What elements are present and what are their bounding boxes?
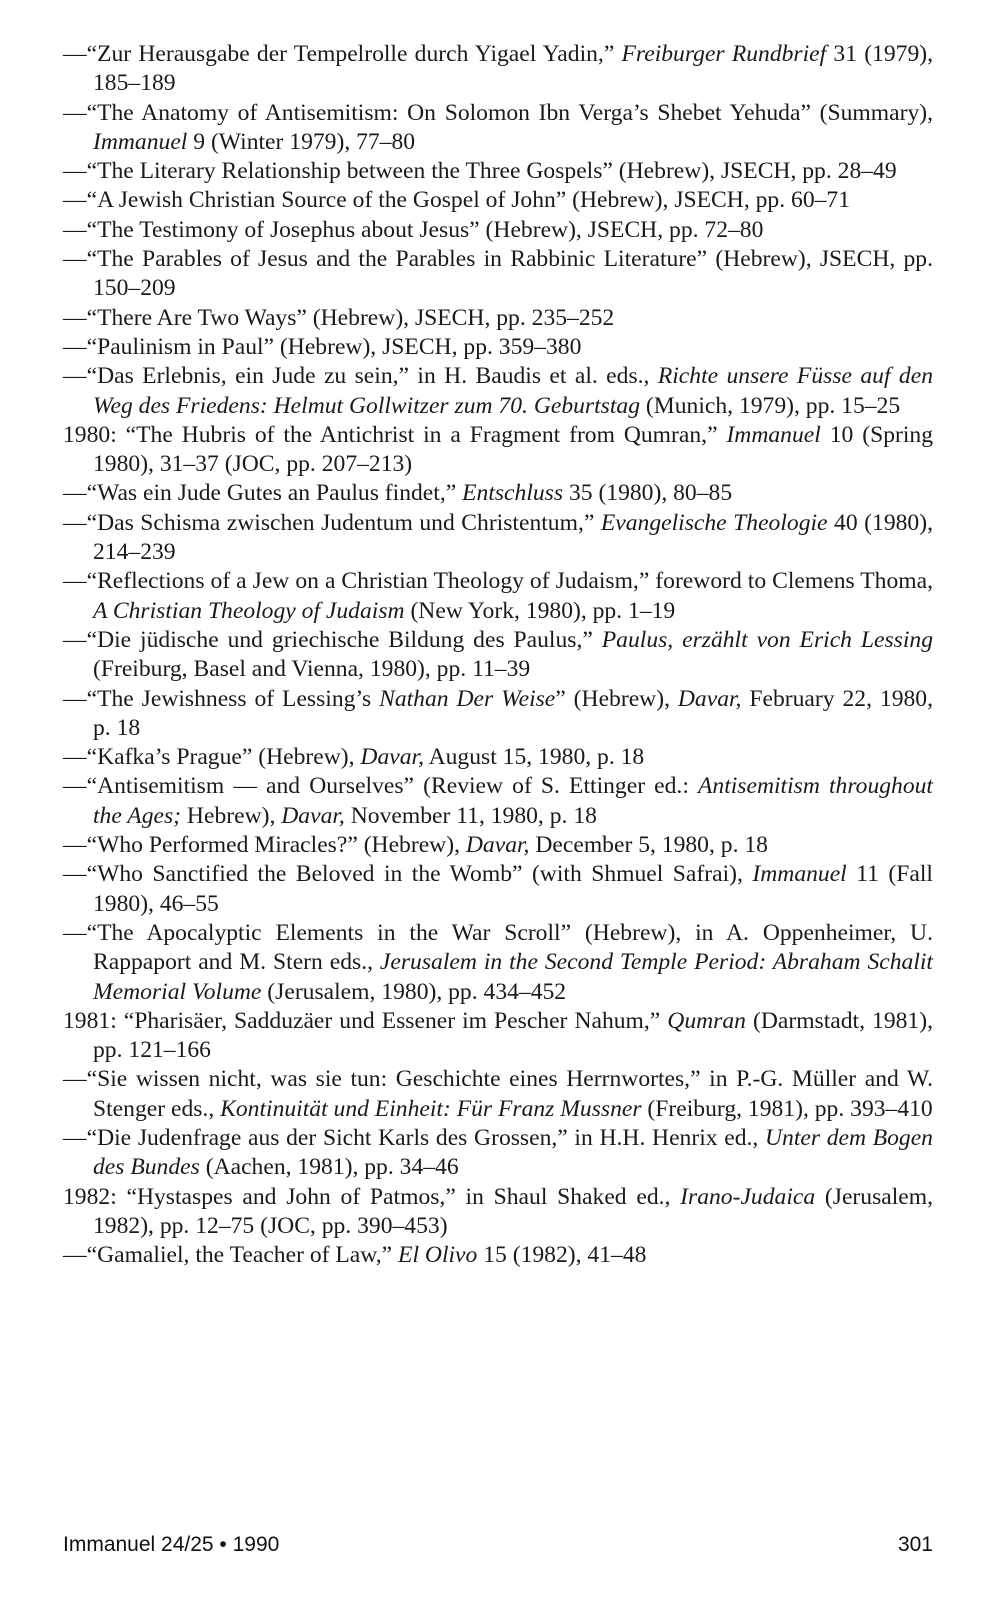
bibliography-entry (63, 685, 933, 744)
entry-text: —“Was ein Jude Gutes an Paulus findet,” (63, 480, 463, 507)
entry-title-italic: Davar, (281, 802, 345, 829)
entry-title-italic: Paulus, erzählt von Erich Lessing (601, 626, 933, 653)
entry-title-italic: Qumran (667, 1007, 746, 1034)
entry-title-italic: Evangelische Theologie (600, 509, 828, 536)
entry-text: February 22, 1980, p. 18 (93, 685, 933, 741)
bibliography-entry (63, 860, 933, 919)
entry-text: December 5, 1980, p. 18 (529, 832, 768, 859)
entry-text: —“Antisemitism — and Ourselves” (Review of S. Ettinger ed.: (63, 773, 698, 800)
bibliography-entry (63, 304, 933, 333)
entry-text: —“There Are Two Ways” (Hebrew), JSECH, pp. 235–252 (63, 304, 615, 331)
entry-title-italic: Immanuel (93, 128, 188, 155)
bibliography-entry (63, 1124, 933, 1183)
entry-text: ” (Hebrew), (555, 685, 678, 712)
entry-text: Hebrew), (181, 802, 282, 829)
entry-title-italic: Davar, (360, 744, 424, 771)
entry-text: —“The Jewishness of Lessing’s (63, 685, 380, 712)
entry-title-italic: Nathan Der Weise (379, 685, 556, 712)
bibliography-entry (63, 626, 933, 685)
entry-text: 31 (1979), 185–189 (93, 41, 933, 97)
entry-text: —“Das Schisma zwischen Judentum und Christentum,” (63, 509, 601, 536)
entry-text: —“Die jüdische und griechische Bildung des Paulus,” (63, 626, 602, 653)
entry-text: —“Zur Herausgabe der Tempelrolle durch Yigael Yadin,” (63, 41, 622, 67)
bibliography-entry (63, 333, 933, 362)
entry-text: —“Who Sanctified the Beloved in the Womb” (with Shmuel Safrai), (63, 861, 753, 888)
entry-text: 1982: “Hystaspes and John of Patmos,” in Shaul Shaked ed., (63, 1183, 681, 1210)
bibliography-entry (63, 1183, 933, 1242)
entry-text: 11 (Fall 1980), 46–55 (93, 861, 933, 917)
entry-text: (New York, 1980), pp. 1–19 (404, 597, 676, 624)
bibliography-list (63, 40, 933, 1270)
entry-text: —“Das Erlebnis, ein Jude zu sein,” in H. Baudis et al. eds., (63, 363, 658, 390)
entry-title-italic: Kontinuität und Einheit: Für Franz Mussner (220, 1095, 642, 1122)
entry-title-italic: Jerusalem in the Second Temple Period: Abraham Schalit Memorial Volume (93, 949, 933, 1005)
entry-text: (Aachen, 1981), pp. 34–46 (199, 1154, 459, 1181)
bibliography-entry (63, 362, 933, 421)
entry-text: —“Gamaliel, the Teacher of Law,” (63, 1242, 399, 1269)
entry-text: —“Who Performed Miracles?” (Hebrew), (63, 832, 466, 859)
bibliography-entry (63, 157, 933, 186)
entry-text: 15 (1982), 41–48 (477, 1242, 647, 1269)
entry-text: (Darmstadt, 1981), pp. 121–166 (93, 1007, 933, 1064)
entry-text: —“A Jewish Christian Source of the Gospel of John” (Hebrew), JSECH, pp. 60–71 (63, 187, 851, 214)
entry-text: —“Paulinism in Paul” (Hebrew), JSECH, pp. 359–380 (63, 333, 582, 360)
bibliography-entry (63, 216, 933, 245)
entry-title-italic: A Christian Theology of Judaism (93, 597, 405, 624)
bibliography-entry (63, 99, 933, 158)
entry-title-italic: Richte unsere Füsse auf den Weg des Friedens: Helmut Gollwitzer zum 70. Geburtstag (93, 363, 933, 419)
entry-text: (Jerusalem, 1982), pp. 12–75 (JOC, pp. 390–453) (93, 1183, 934, 1239)
entry-title-italic: Immanuel (752, 861, 847, 888)
entry-text: November 11, 1980, p. 18 (344, 802, 597, 829)
entry-text: —“The Parables of Jesus and the Parables in Rabbinic Literature” (Hebrew), JSECH, pp. 150–209 (63, 246, 933, 302)
entry-text: (Jerusalem, 1980), pp. 434–452 (261, 978, 567, 1005)
entry-text: —“The Literary Relationship between the Three Gospels” (Hebrew), JSECH, pp. 28–49 (63, 158, 897, 185)
entry-text: 1980: “The Hubris of the Antichrist in a Fragment from Qumran,” (63, 421, 727, 448)
entry-text: 35 (1980), 80–85 (563, 480, 733, 507)
entry-text: 9 (Winter 1979), 77–80 (187, 128, 416, 155)
bibliography-entry (63, 831, 933, 860)
bibliography-entry (63, 1241, 933, 1270)
journal-citation: Immanuel 24/25 • 1990 (63, 1533, 280, 1556)
bibliography-entry (63, 1065, 933, 1124)
entry-title-italic: Freiburger Rundbrief (621, 41, 827, 67)
bibliography-entry (63, 245, 933, 304)
entry-text: August 15, 1980, p. 18 (424, 744, 645, 771)
entry-title-italic: Entschluss (462, 480, 564, 507)
entry-title-italic: Davar, (677, 685, 742, 712)
entry-text: —“Kafka’s Prague” (Hebrew), (63, 744, 361, 771)
bibliography-entry (63, 509, 933, 568)
bibliography-entry (63, 186, 933, 215)
entry-text: —“The Testimony of Josephus about Jesus” (Hebrew), JSECH, pp. 72–80 (63, 216, 764, 243)
bibliography-entry (63, 772, 933, 831)
bibliography-entry (63, 421, 933, 480)
entry-title-italic: Immanuel (726, 421, 821, 448)
entry-title-italic: Davar, (465, 832, 530, 859)
entry-text: —“The Anatomy of Antisemitism: On Solomon Ibn Verga’s Shebet Yehuda” (Summary), (63, 99, 933, 126)
entry-text: —“Reflections of a Jew on a Christian Theology of Judaism,” foreword to Clemens Thoma, (63, 568, 933, 595)
entry-text: —“Die Judenfrage aus der Sicht Karls des Grossen,” in H.H. Henrix ed., (63, 1124, 765, 1151)
entry-text: 10 (Spring 1980), 31–37 (JOC, pp. 207–213) (93, 421, 934, 478)
bibliography-entry (63, 479, 933, 508)
entry-title-italic: Unter dem Bogen des Bundes (93, 1124, 933, 1181)
entry-text: (Munich, 1979), pp. 15–25 (640, 392, 901, 419)
entry-title-italic: Irano-Judaica (680, 1183, 816, 1210)
entry-text: (Freiburg, Basel and Vienna, 1980), pp. 11–39 (93, 656, 531, 683)
entry-text: —“Sie wissen nicht, was sie tun: Geschichte eines Herrnwortes,” in P.-G. Müller and W. Stenger eds., (63, 1066, 933, 1122)
bibliography-entry (63, 40, 933, 99)
entry-title-italic: Antisemitism throughout the Ages; (93, 773, 933, 829)
bibliography-entry (63, 743, 933, 772)
bibliography-entry (63, 919, 933, 1007)
bibliography-entry (63, 1007, 933, 1066)
entry-title-italic: El Olivo (398, 1242, 478, 1269)
bibliography-entry (63, 567, 933, 626)
entry-text: —“The Apocalyptic Elements in the War Scroll” (Hebrew), in A. Oppenheimer, U. Rappaport and M. Stern eds., (63, 919, 933, 976)
entry-text: (Freiburg, 1981), pp. 393–410 (641, 1095, 933, 1122)
entry-text: 40 (1980), 214–239 (93, 509, 933, 566)
entry-text: 1981: “Pharisäer, Sadduzäer und Essener im Pescher Nahum,” (63, 1007, 668, 1034)
page-number: 301 (897, 1533, 933, 1556)
